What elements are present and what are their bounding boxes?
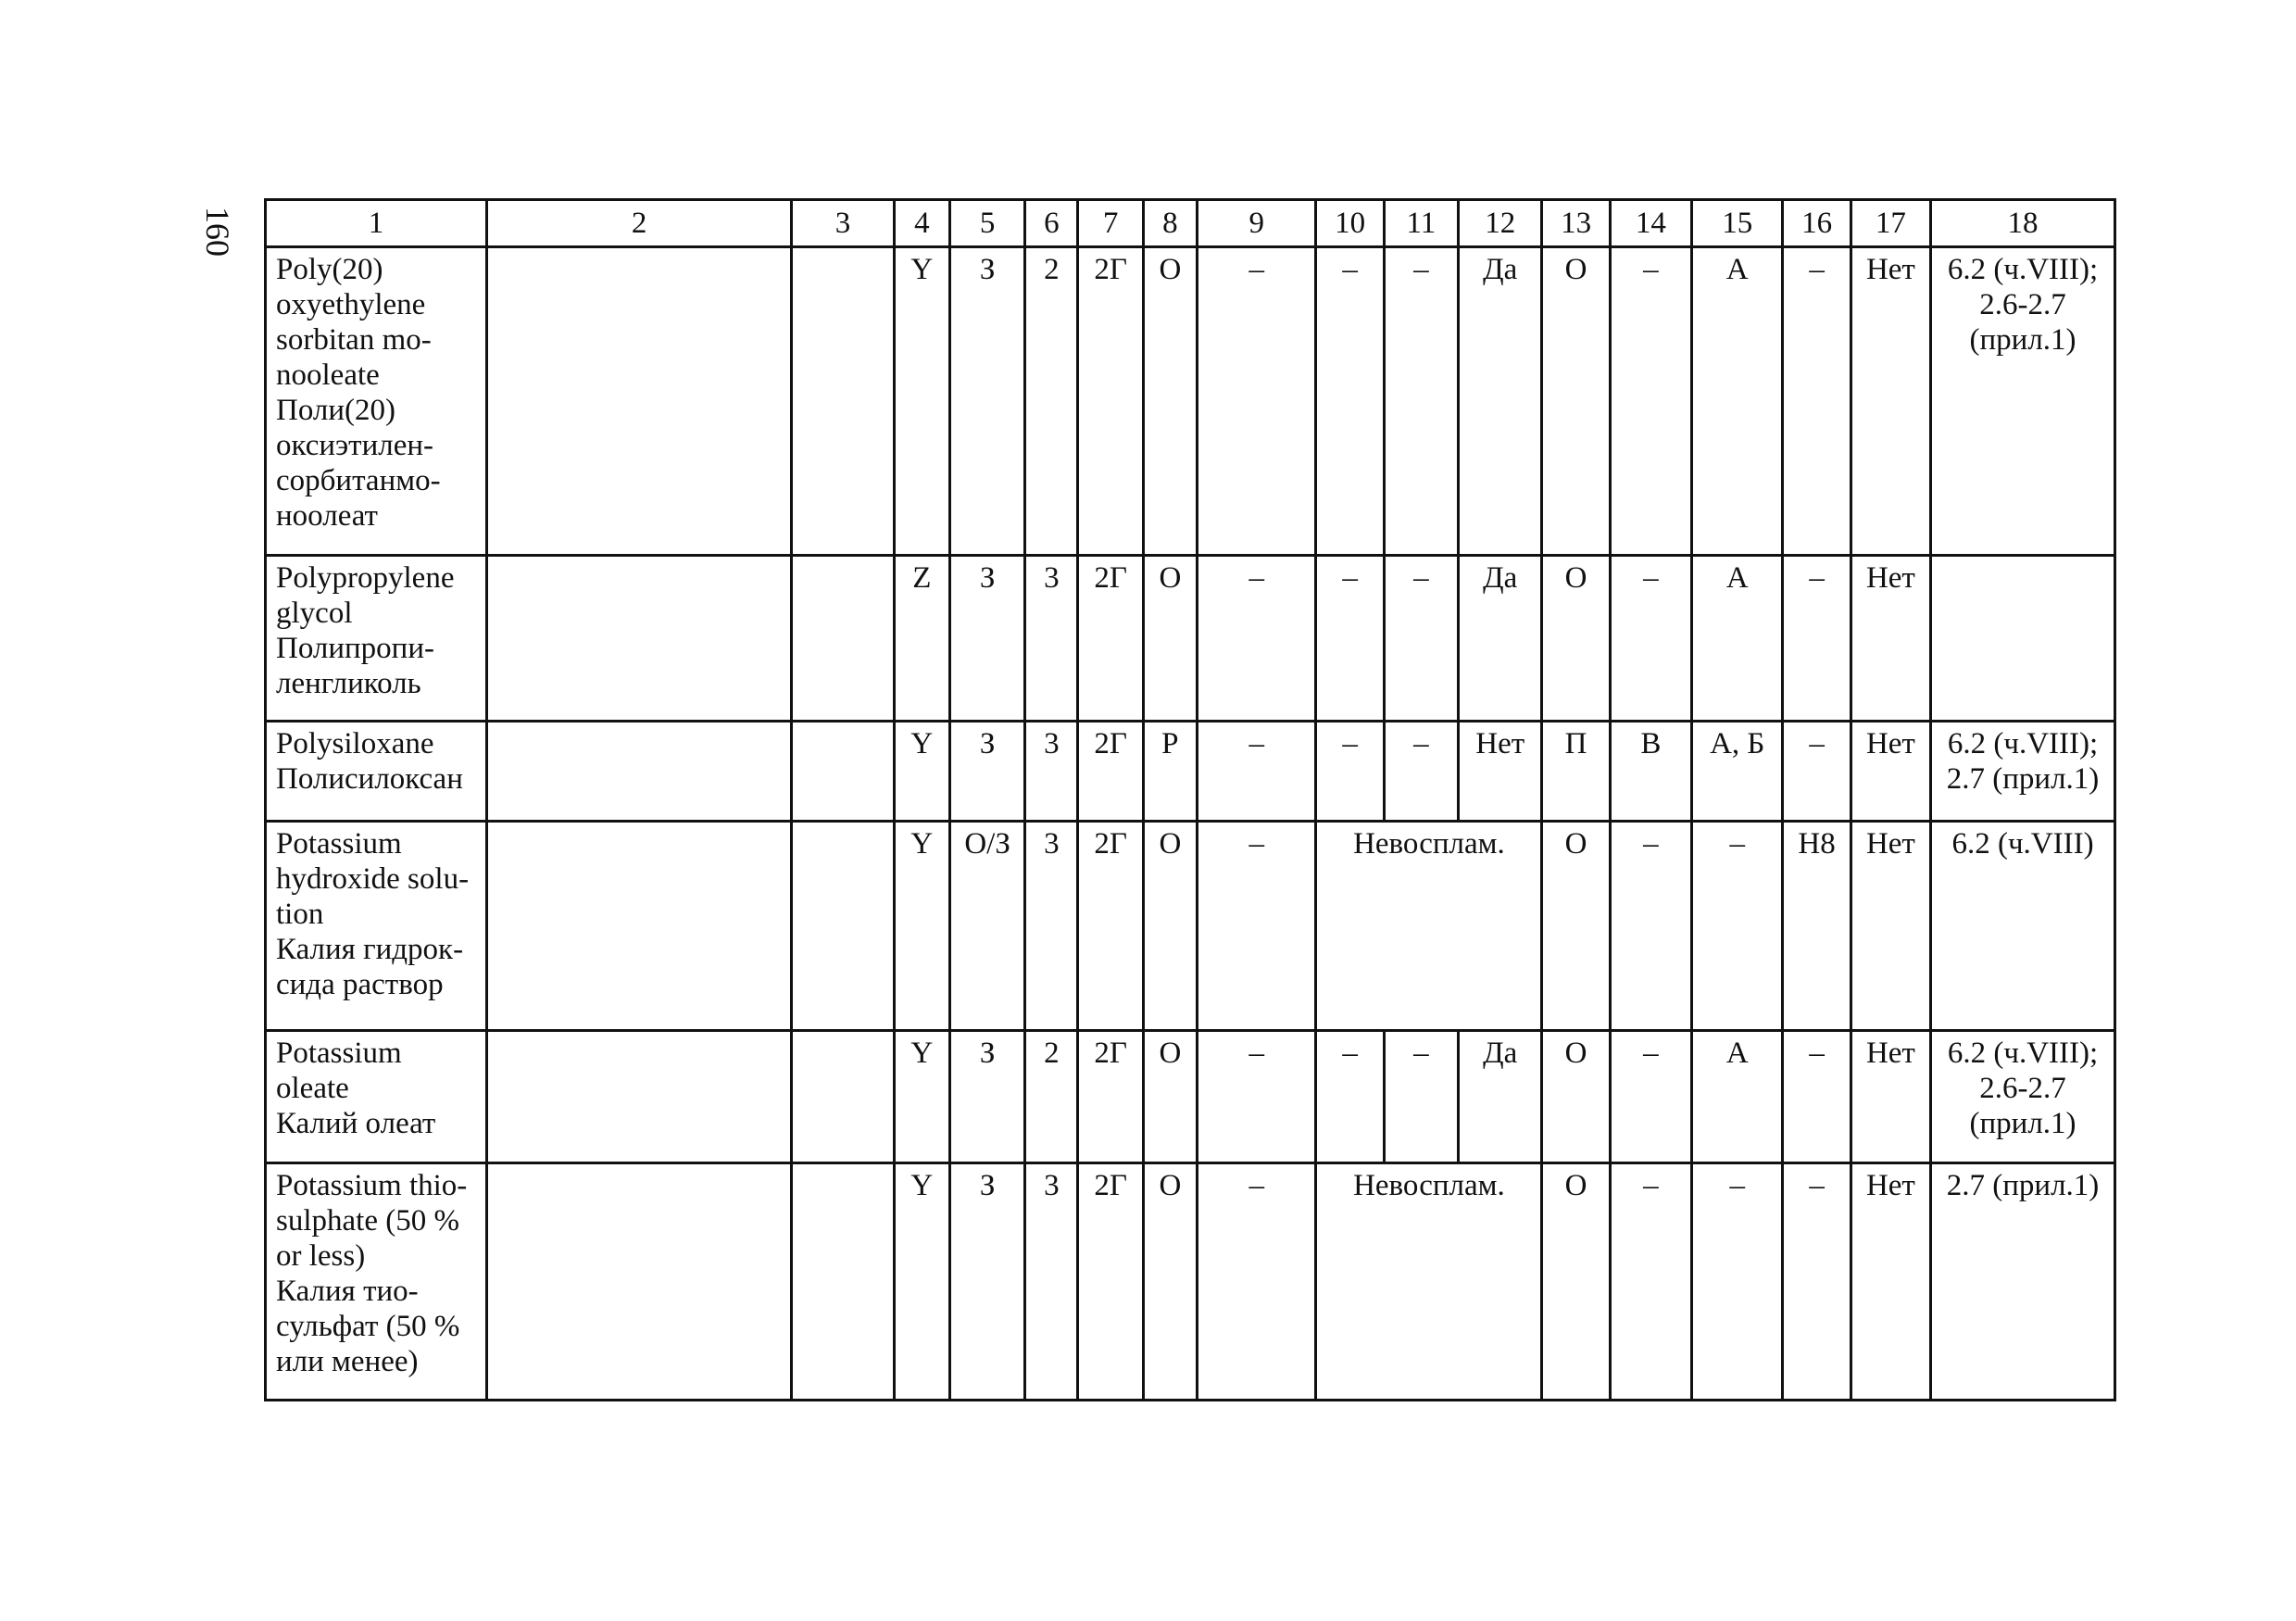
cell-col-6: 3 <box>1025 722 1078 822</box>
cell-col-10: – <box>1316 1031 1384 1163</box>
table-row <box>266 722 2115 822</box>
cell-col-2 <box>486 822 791 1031</box>
cell-col-13: П <box>1542 722 1610 822</box>
cell-col-7: 2Г <box>1078 556 1143 722</box>
cell-col-14: – <box>1610 822 1691 1031</box>
cell-col-12: Да <box>1459 247 1542 556</box>
cell-col-3 <box>792 822 894 1031</box>
cell-col-9: – <box>1197 722 1316 822</box>
cell-col-4: Y <box>894 247 949 556</box>
cell-substance-name-line: Калия тио- <box>276 1275 419 1308</box>
cell-col-18-line: 2.7 (прил.1) <box>1946 1169 2100 1202</box>
table-row <box>266 247 2115 556</box>
cell-col-13: О <box>1542 556 1610 722</box>
cell-col-15: А <box>1692 556 1783 722</box>
cell-col-5: З <box>949 722 1024 822</box>
cell-col-18-line: 6.2 (ч.VIII); <box>1947 727 2099 760</box>
cell-col-17: Нет <box>1851 556 1930 722</box>
cell-col-18 <box>1931 1031 2115 1163</box>
cell-col-14: – <box>1610 1031 1691 1163</box>
table-row <box>266 1163 2115 1401</box>
cell-col-2 <box>486 556 791 722</box>
cell-col-15: А <box>1692 1031 1783 1163</box>
cell-substance-name-line: sulphate (50 % <box>276 1204 459 1238</box>
cell-col-2 <box>486 1163 791 1401</box>
cell-col-6: 2 <box>1025 1031 1078 1163</box>
cell-col-6: 3 <box>1025 1163 1078 1401</box>
cell-col-8: О <box>1143 247 1197 556</box>
cell-col-18 <box>1931 722 2115 822</box>
header-col-8: 8 <box>1143 200 1197 247</box>
cell-col-18-line: 2.7 (прил.1) <box>1946 762 2100 796</box>
cell-substance-name-line: Калий олеат <box>276 1107 436 1140</box>
cell-col-9: – <box>1197 247 1316 556</box>
cell-col-5: З <box>949 247 1024 556</box>
cell-col-18-line: 2.6-2.7 <box>1979 1072 2066 1105</box>
cell-col-11: – <box>1384 722 1458 822</box>
cell-col-2 <box>486 722 791 822</box>
header-col-18: 18 <box>1931 200 2115 247</box>
cell-col-15: А, Б <box>1692 722 1783 822</box>
cell-col-8: О <box>1143 1163 1197 1401</box>
page-number: 160 <box>199 207 236 257</box>
header-col-2: 2 <box>486 200 791 247</box>
cell-col-11: – <box>1384 556 1458 722</box>
cell-col-18-line: 6.2 (ч.VIII) <box>1951 827 2094 861</box>
cell-col-13: О <box>1542 1163 1610 1401</box>
cell-col-4: Y <box>894 722 949 822</box>
header-col-9: 9 <box>1197 200 1316 247</box>
header-col-10: 10 <box>1316 200 1384 247</box>
header-col-12: 12 <box>1459 200 1542 247</box>
cell-substance-name <box>266 556 487 722</box>
cell-substance-name-line: сида раствор <box>276 968 444 1001</box>
cell-col-15: – <box>1692 1163 1783 1401</box>
header-col-15: 15 <box>1692 200 1783 247</box>
cell-col-18 <box>1931 247 2115 556</box>
cell-col-5: З <box>949 556 1024 722</box>
header-col-6: 6 <box>1025 200 1078 247</box>
cell-substance-name-line: ноолеат <box>276 499 378 533</box>
table-row <box>266 1031 2115 1163</box>
cell-col-4: Y <box>894 822 949 1031</box>
cell-col-13: О <box>1542 822 1610 1031</box>
cell-substance-name-line: tion <box>276 898 324 931</box>
header-col-11: 11 <box>1384 200 1458 247</box>
header-col-4: 4 <box>894 200 949 247</box>
cell-col-3 <box>792 722 894 822</box>
cell-col-3 <box>792 247 894 556</box>
cell-col-4: Y <box>894 1031 949 1163</box>
header-col-17: 17 <box>1851 200 1930 247</box>
cell-col-16: – <box>1783 1163 1851 1401</box>
cell-substance-name-line: Поли(20) <box>276 394 396 427</box>
cell-col-4: Z <box>894 556 949 722</box>
cell-substance-name-line: Potassium <box>276 1037 402 1070</box>
cell-substance-name-line: hydroxide solu- <box>276 862 470 896</box>
cell-col-8: О <box>1143 822 1197 1031</box>
cell-col-2 <box>486 247 791 556</box>
cell-col-18-line: (прил.1) <box>1969 1107 2076 1140</box>
cell-col-7: 2Г <box>1078 1031 1143 1163</box>
cell-col-17: Нет <box>1851 1031 1930 1163</box>
cell-col-18-line: 2.6-2.7 <box>1979 288 2066 321</box>
cell-substance-name-line: or less) <box>276 1239 366 1273</box>
cell-substance-name <box>266 1031 487 1163</box>
cell-col-10-12-merged: Невосплам. <box>1316 1163 1542 1401</box>
cell-col-6: 3 <box>1025 556 1078 722</box>
cell-col-6: 2 <box>1025 247 1078 556</box>
cell-col-5: З <box>949 1031 1024 1163</box>
cell-col-7: 2Г <box>1078 722 1143 822</box>
cell-substance-name-line: Polypropylene <box>276 561 455 595</box>
cell-col-14: – <box>1610 247 1691 556</box>
cell-substance-name-line: Полисилоксан <box>276 762 463 796</box>
cell-col-16: – <box>1783 722 1851 822</box>
cell-col-12: Да <box>1459 1031 1542 1163</box>
cell-substance-name <box>266 822 487 1031</box>
cell-col-8: О <box>1143 1031 1197 1163</box>
cell-col-4: Y <box>894 1163 949 1401</box>
cell-col-9: – <box>1197 556 1316 722</box>
header-row <box>266 200 2115 247</box>
cell-col-7: 2Г <box>1078 822 1143 1031</box>
cell-col-10: – <box>1316 556 1384 722</box>
cell-col-9: – <box>1197 1031 1316 1163</box>
cell-substance-name-line: или менее) <box>276 1345 419 1378</box>
cell-substance-name <box>266 247 487 556</box>
cell-substance-name-line: Полипропи- <box>276 632 434 665</box>
cell-col-3 <box>792 1031 894 1163</box>
cell-substance-name <box>266 1163 487 1401</box>
cell-substance-name-line: сорбитанмо- <box>276 464 441 497</box>
table-row <box>266 822 2115 1031</box>
cell-col-16: – <box>1783 1031 1851 1163</box>
cell-col-18 <box>1931 822 2115 1031</box>
cell-col-14: В <box>1610 722 1691 822</box>
cell-col-17: Нет <box>1851 1163 1930 1401</box>
cell-substance-name-line: Potassium <box>276 827 402 861</box>
cell-substance-name-line: оксиэтилен- <box>276 429 434 462</box>
cell-col-12: Нет <box>1459 722 1542 822</box>
cell-col-7: 2Г <box>1078 247 1143 556</box>
cell-col-18-line: 6.2 (ч.VIII); <box>1947 253 2099 286</box>
cell-col-17: Нет <box>1851 722 1930 822</box>
cell-col-18 <box>1931 1163 2115 1401</box>
substances-table <box>264 198 2116 1401</box>
cell-col-16: – <box>1783 556 1851 722</box>
cell-col-13: О <box>1542 247 1610 556</box>
cell-substance-name-line: nooleate <box>276 358 380 392</box>
header-col-14: 14 <box>1610 200 1691 247</box>
cell-substance-name-line: oxyethylene <box>276 288 426 321</box>
cell-substance-name <box>266 722 487 822</box>
cell-col-13: О <box>1542 1031 1610 1163</box>
cell-substance-name-line: glycol <box>276 597 353 630</box>
cell-substance-name-line: oleate <box>276 1072 349 1105</box>
cell-col-3 <box>792 556 894 722</box>
cell-substance-name-line: Potassium thio- <box>276 1169 468 1202</box>
header-col-16: 16 <box>1783 200 1851 247</box>
cell-substance-name-line: Poly(20) <box>276 253 383 286</box>
cell-col-7: 2Г <box>1078 1163 1143 1401</box>
cell-col-6: 3 <box>1025 822 1078 1031</box>
cell-col-2 <box>486 1031 791 1163</box>
cell-col-10: – <box>1316 247 1384 556</box>
cell-substance-name-line: Калия гидрок- <box>276 933 464 966</box>
cell-col-14: – <box>1610 556 1691 722</box>
cell-col-18-line: (прил.1) <box>1969 323 2076 357</box>
cell-substance-name-line: sorbitan mo- <box>276 323 432 357</box>
cell-col-16: Н8 <box>1783 822 1851 1031</box>
cell-substance-name-line: сульфат (50 % <box>276 1310 460 1343</box>
header-col-5: 5 <box>949 200 1024 247</box>
cell-col-15: А <box>1692 247 1783 556</box>
table-row <box>266 556 2115 722</box>
cell-col-10-12-merged: Невосплам. <box>1316 822 1542 1031</box>
cell-col-16: – <box>1783 247 1851 556</box>
header-col-7: 7 <box>1078 200 1143 247</box>
cell-col-18 <box>1931 556 2115 722</box>
cell-col-8: О <box>1143 556 1197 722</box>
cell-col-12: Да <box>1459 556 1542 722</box>
cell-col-15: – <box>1692 822 1783 1031</box>
cell-col-14: – <box>1610 1163 1691 1401</box>
cell-substance-name-line: Polysiloxane <box>276 727 434 760</box>
cell-col-5: О/З <box>949 822 1024 1031</box>
cell-col-11: – <box>1384 247 1458 556</box>
header-col-1: 1 <box>266 200 487 247</box>
cell-col-11: – <box>1384 1031 1458 1163</box>
cell-col-18-line: 6.2 (ч.VIII); <box>1947 1037 2099 1070</box>
cell-col-3 <box>792 1163 894 1401</box>
cell-col-8: Р <box>1143 722 1197 822</box>
cell-col-17: Нет <box>1851 247 1930 556</box>
cell-col-9: – <box>1197 1163 1316 1401</box>
cell-col-10: – <box>1316 722 1384 822</box>
header-col-3: 3 <box>792 200 894 247</box>
cell-col-5: З <box>949 1163 1024 1401</box>
header-col-13: 13 <box>1542 200 1610 247</box>
cell-col-17: Нет <box>1851 822 1930 1031</box>
cell-col-9: – <box>1197 822 1316 1031</box>
cell-substance-name-line: ленгликоль <box>276 667 421 700</box>
